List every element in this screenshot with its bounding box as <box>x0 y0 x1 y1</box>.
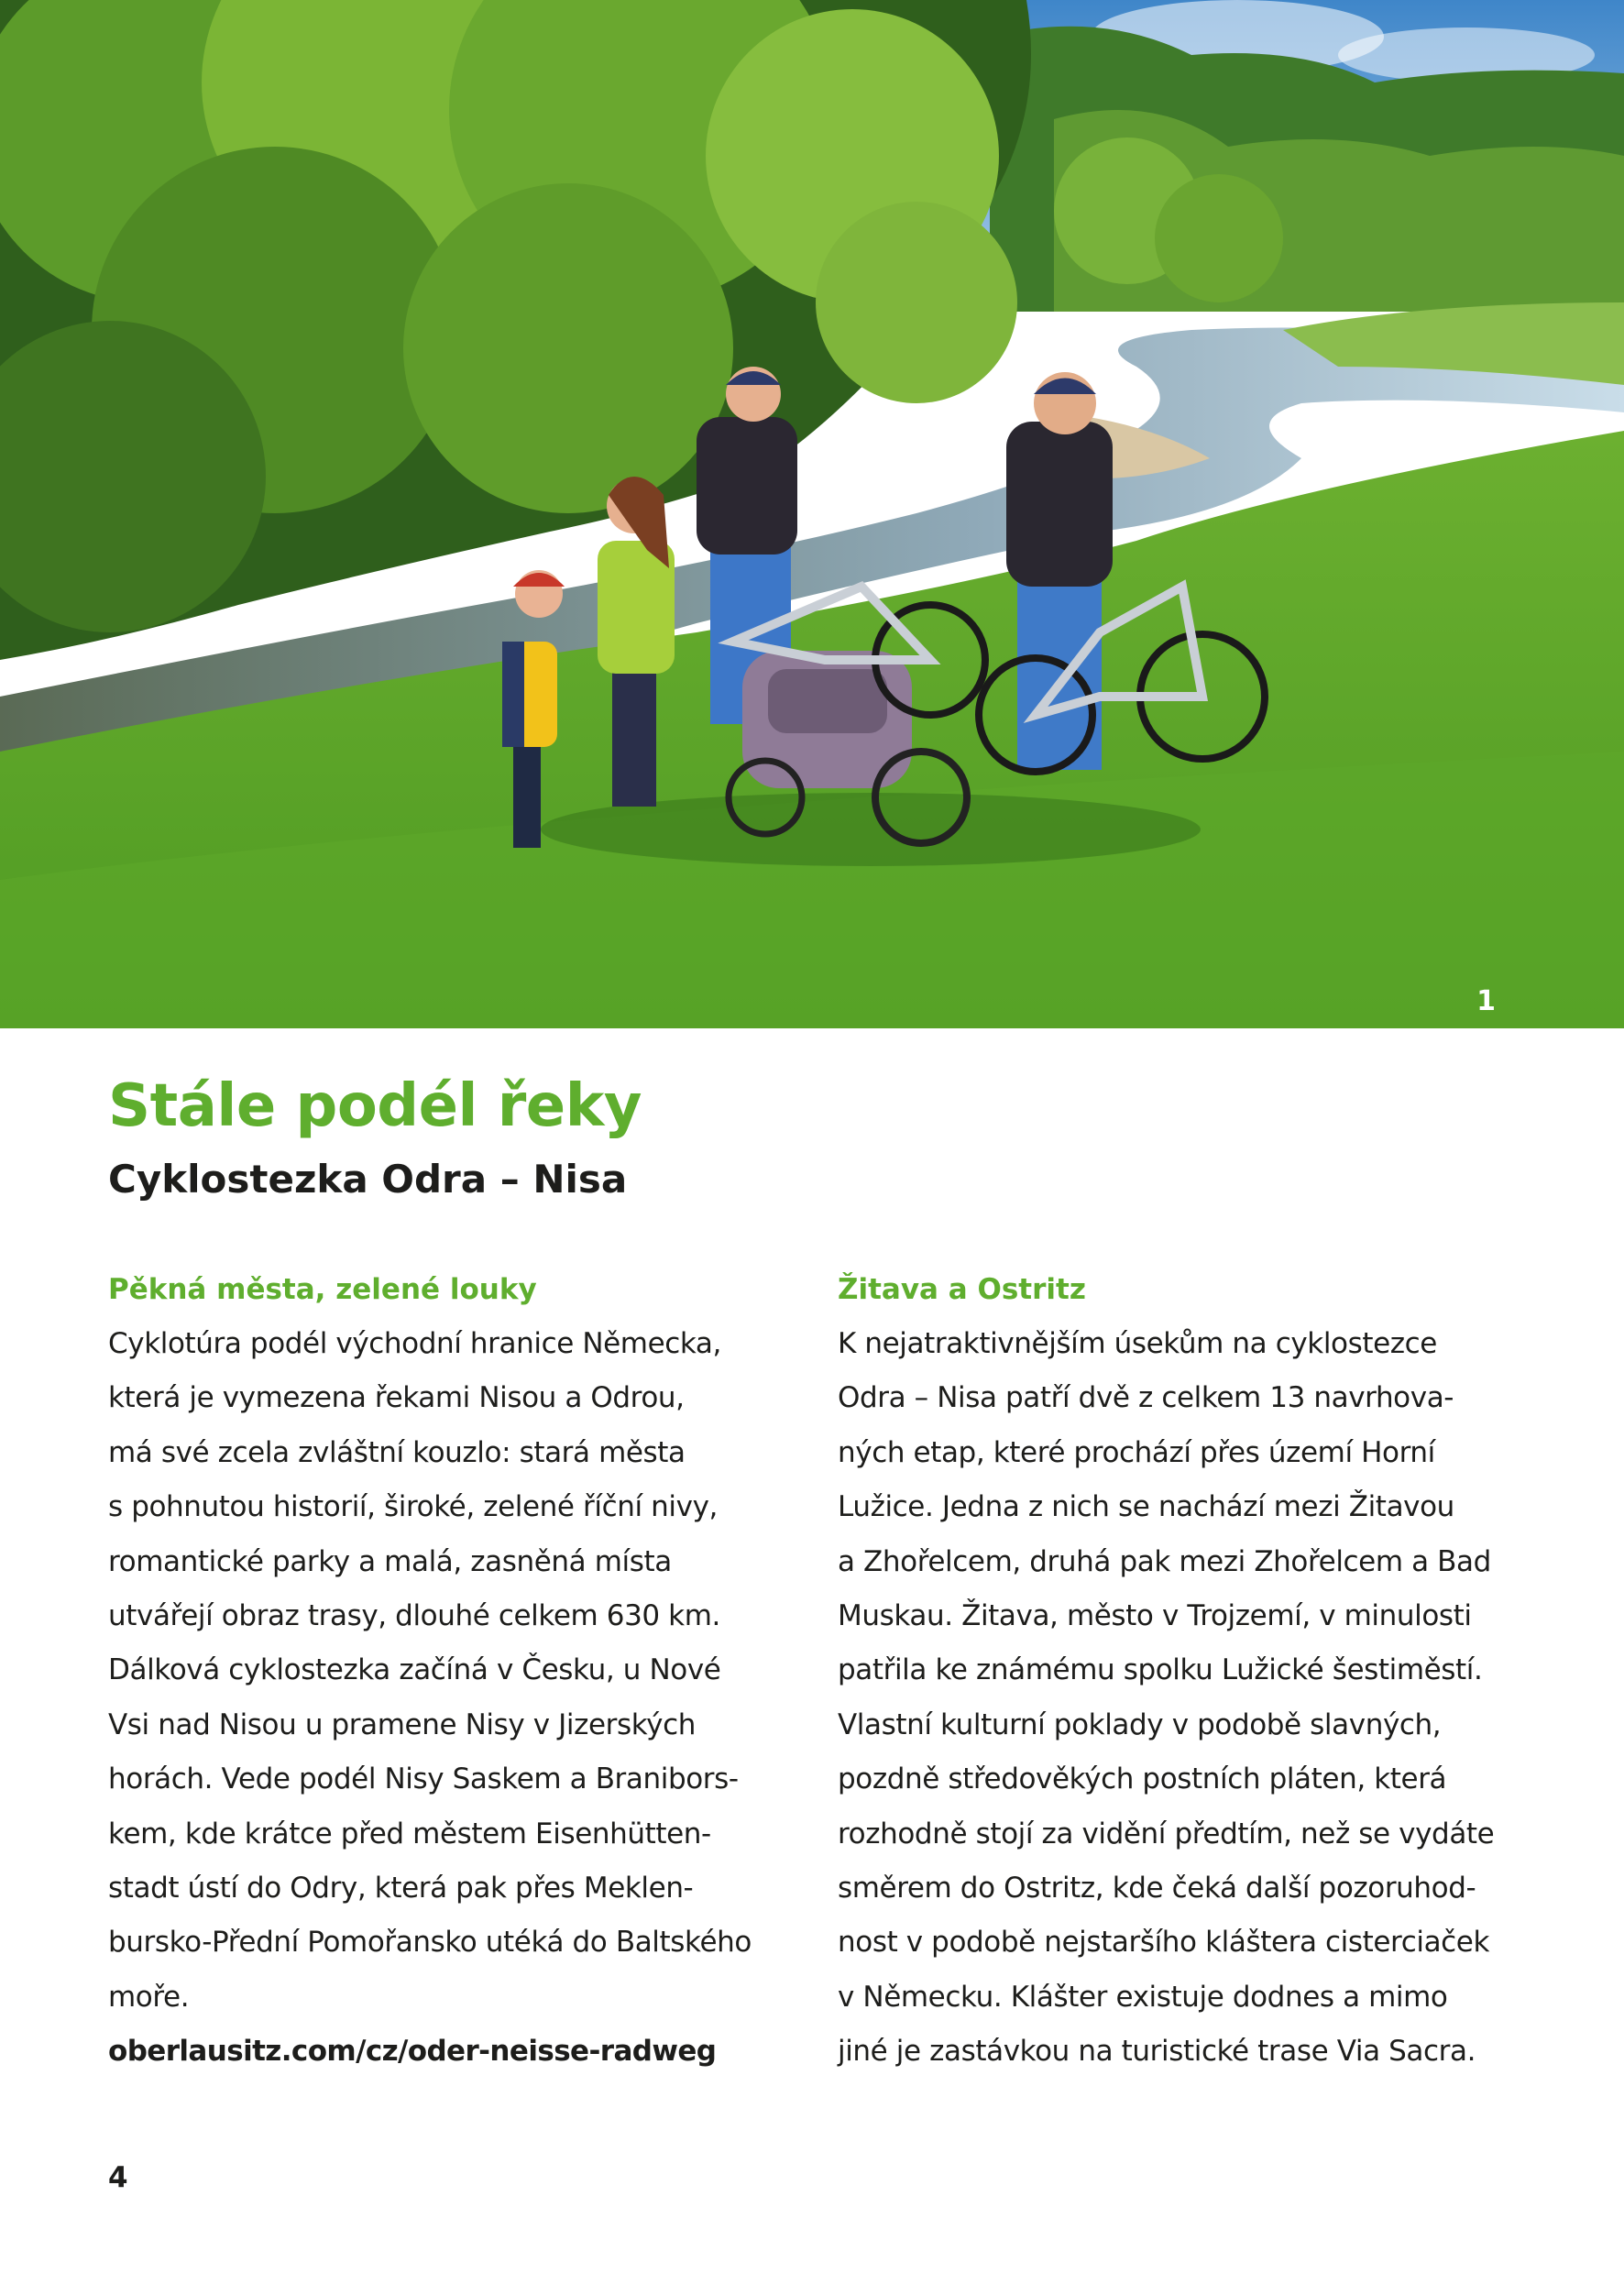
text-line: jiné je zastávkou na turistické trase Via Sacra. <box>838 2035 1476 2069</box>
photo-caption-number: 1 <box>1476 985 1496 1017</box>
text-line: rozhodně stojí za vidění předtím, než se vydáte <box>838 1817 1495 1850</box>
text-line: K nejatraktivnějším úsekům na cyklostezce <box>838 1327 1437 1360</box>
text-line: pozdně středověkých postních pláten, která <box>838 1762 1447 1796</box>
text-line: Cyklotúra podél východní hranice Německa, <box>108 1327 721 1360</box>
right-column <box>838 1263 1516 2080</box>
text-line: směrem do Ostritz, kde čeká další pozoruhod- <box>838 1872 1476 1905</box>
text-line: stadt ústí do Odry, která pak přes Meklen- <box>108 1872 694 1905</box>
text-line: ných etap, které prochází přes území Horní <box>838 1435 1435 1469</box>
hero-photo <box>0 0 1624 1028</box>
text-line: v Německu. Klášter existuje dodnes a mimo <box>838 1980 1448 2014</box>
text-line: která je vymezena řekami Nisou a Odrou, <box>108 1381 685 1415</box>
text-line: Odra – Nisa patří dvě z celkem 13 navrhova- <box>838 1381 1454 1415</box>
text-line: utvářejí obraz trasy, dlouhé celkem 630 km. <box>108 1599 720 1633</box>
text-line: Vlastní kulturní poklady v podobě slavných, <box>838 1707 1442 1741</box>
page-subtitle: Cyklostezka Odra – Nisa <box>108 1157 628 1202</box>
river-cycling-illustration <box>0 0 1624 1028</box>
text-line: moře. <box>108 1980 190 2014</box>
text-line: Muskau. Žitava, město v Trojzemí, v minulosti <box>838 1599 1472 1633</box>
section-heading: Pěkná města, zelené louky <box>108 1273 537 1306</box>
page-title: Stále podél řeky <box>108 1072 642 1140</box>
text-line: Dálková cyklostezka začíná v Česku, u Nové <box>108 1653 721 1687</box>
section-heading: Žitava a Ostritz <box>838 1273 1086 1306</box>
text-line: bursko-Přední Pomořansko utéká do Baltského <box>108 1926 752 1960</box>
text-line: patřila ke známému spolku Lužické šestiměstí. <box>838 1653 1483 1687</box>
text-line: Lužice. Jedna z nich se nachází mezi Žitavou <box>838 1490 1454 1524</box>
left-column <box>108 1263 786 2080</box>
text-line: horách. Vede podél Nisy Saskem a Branibors- <box>108 1762 739 1796</box>
text-line: romantické parky a malá, zasněná místa <box>108 1544 672 1578</box>
text-line: nost v podobě nejstaršího kláštera cisterciaček <box>838 1926 1490 1960</box>
text-line: s pohnutou historií, široké, zelené říční nivy, <box>108 1490 718 1524</box>
website-link[interactable]: oberlausitz.com/cz/oder-neisse-radweg <box>108 2035 717 2069</box>
text-line: má své zcela zvláštní kouzlo: stará města <box>108 1435 686 1469</box>
text-line: kem, kde krátce před městem Eisenhütten- <box>108 1817 711 1850</box>
text-line: Vsi nad Nisou u pramene Nisy v Jizerských <box>108 1707 697 1741</box>
page-number: 4 <box>108 2161 128 2194</box>
text-line: a Zhořelcem, druhá pak mezi Zhořelcem a Bad <box>838 1544 1491 1578</box>
